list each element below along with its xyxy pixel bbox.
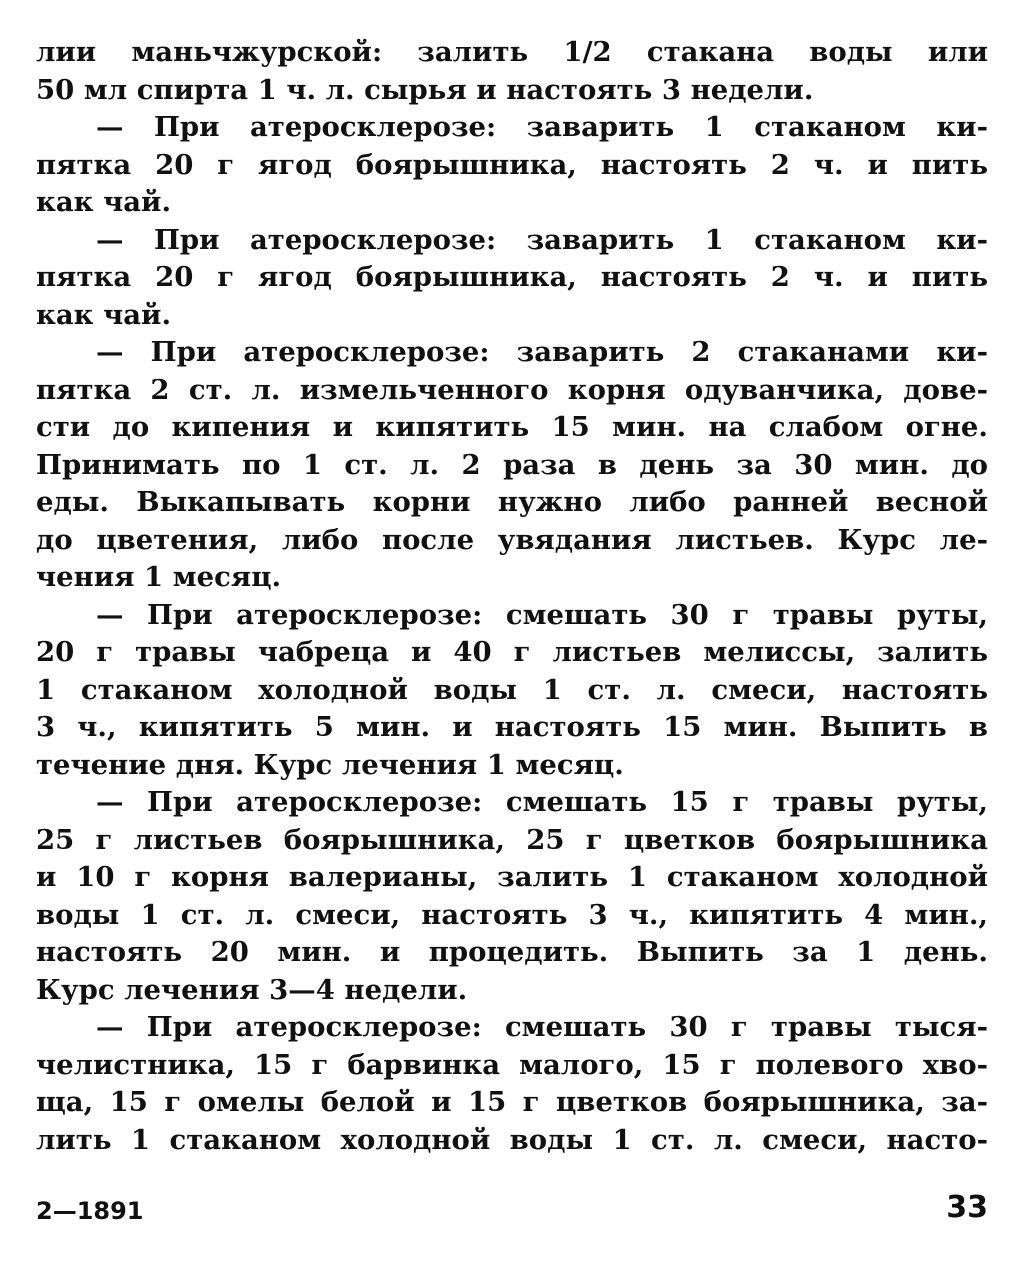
text-line: 1 стаканом холодной воды 1 ст. л. смеси, настоять xyxy=(36,673,988,706)
page-number: 33 xyxy=(946,1190,988,1225)
text-line: Принимать по 1 ст. л. 2 раза в день за 30 мин. до xyxy=(36,448,988,481)
text-line: воды 1 ст. л. смеси, настоять 3 ч., кипятить 4 мин., xyxy=(36,898,988,931)
text-line: 20 г травы чабреца и 40 г листьев мелиссы, залить xyxy=(36,636,988,668)
text-line: сти до кипения и кипятить 15 мин. на слабом огне. xyxy=(36,411,988,443)
paragraph-start-line: — При атеросклерозе: смешать 15 г травы руты, xyxy=(96,786,988,818)
text-line: лить 1 стаканом холодной воды 1 ст. л. смеси, насто- xyxy=(36,1123,988,1156)
text-line: пятка 2 ст. л. измельченного корня одуванчика, дове- xyxy=(36,373,988,406)
text-line: течение дня. Курс лечения 1 месяц. xyxy=(36,748,624,781)
text-line: как чай. xyxy=(36,186,172,218)
text-line: пятка 20 г ягод боярышника, настоять 2 ч. и пить xyxy=(36,261,988,293)
text-line: еды. Выкапывать корни нужно либо ранней весной xyxy=(36,486,988,518)
text-line: до цветения, либо после увядания листьев. Курс ле- xyxy=(36,523,988,556)
text-line: ща, 15 г омелы белой и 15 г цветков боярышника, за- xyxy=(36,1086,988,1118)
printer-signature-mark: 2—1891 xyxy=(36,1197,144,1225)
body-text xyxy=(36,34,988,1159)
text-line: лии маньчжурской: залить 1/2 стакана воды или xyxy=(36,36,988,68)
text-line: 25 г листьев боярышника, 25 г цветков боярышника xyxy=(36,823,988,856)
text-line: чения 1 месяц. xyxy=(36,561,282,593)
paragraph-start-line: — При атеросклерозе: заварить 2 стаканами ки- xyxy=(96,336,988,368)
text-line: Курс лечения 3—4 недели. xyxy=(36,973,468,1006)
text-line: настоять 20 мин. и процедить. Выпить за 1 день. xyxy=(36,936,988,968)
paragraph-start-line: — При атеросклерозе: смешать 30 г травы руты, xyxy=(96,598,988,631)
paragraph-start-line: — При атеросклерозе: заварить 1 стаканом ки- xyxy=(96,223,988,256)
text-line: 3 ч., кипятить 5 мин. и настоять 15 мин. Выпить в xyxy=(36,711,988,743)
text-line: челистника, 15 г барвинка малого, 15 г полевого хво- xyxy=(36,1048,988,1081)
text-line: и 10 г корня валерианы, залить 1 стаканом холодной xyxy=(36,861,988,893)
paragraph-start-line: — При атеросклерозе: заварить 1 стаканом ки- xyxy=(96,111,988,143)
text-line: 50 мл спирта 1 ч. л. сырья и настоять 3 недели. xyxy=(36,73,814,106)
text-line: пятка 20 г ягод боярышника, настоять 2 ч. и пить xyxy=(36,148,988,181)
text-line: как чай. xyxy=(36,298,172,331)
paragraph-start-line: — При атеросклерозе: смешать 30 г травы тыся- xyxy=(96,1011,988,1043)
